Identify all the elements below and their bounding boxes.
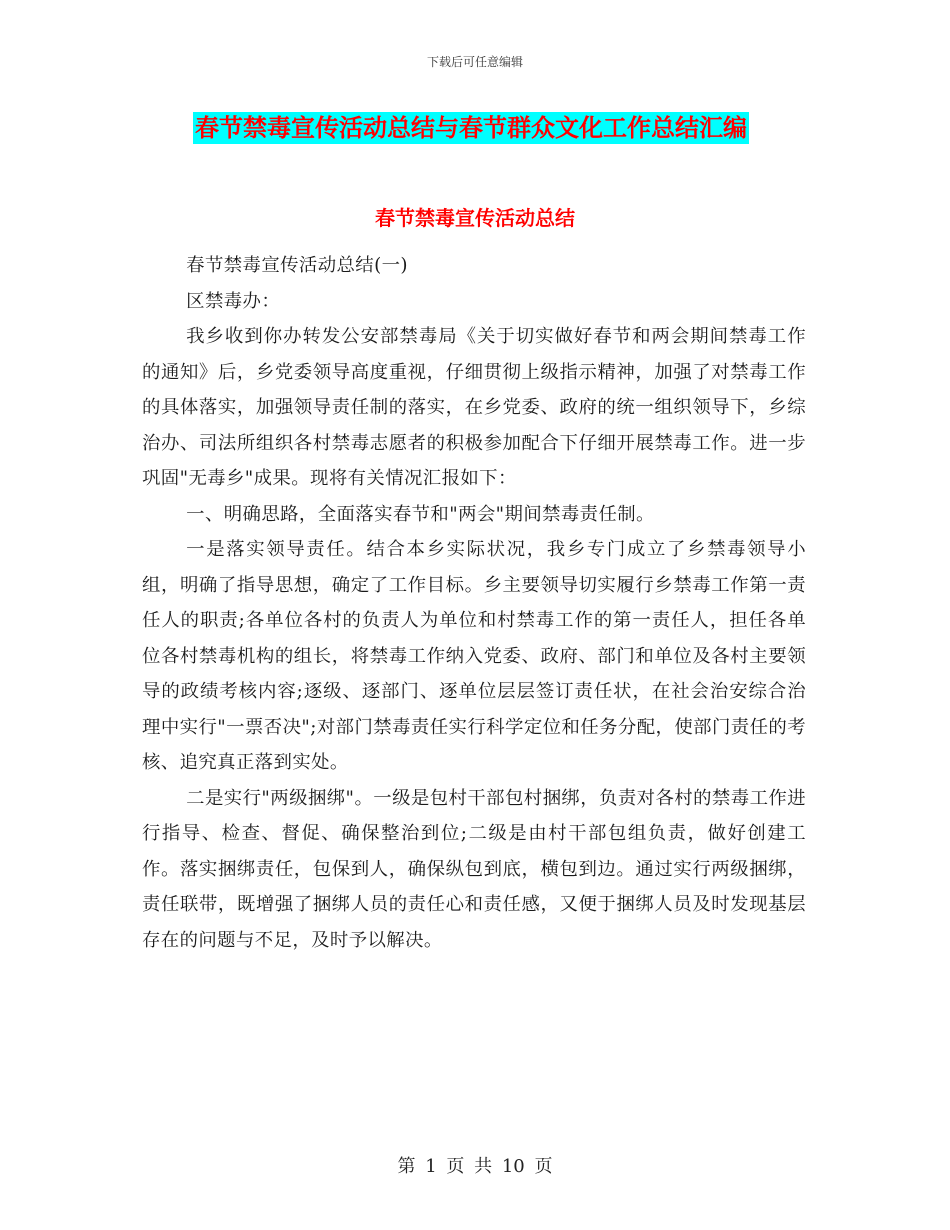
- paragraph-heading: 春节禁毒宣传活动总结(一): [186, 255, 409, 276]
- section-title: 春节禁毒宣传活动总结: [375, 206, 575, 230]
- paragraph-salutation: 区禁毒办：: [186, 290, 281, 312]
- paragraph-section-one: 一、明确思路，全面落实春节和"两会"期间禁毒责任制。: [186, 503, 655, 525]
- paragraph-leadership: 一是落实领导责任。结合本乡实际状况，我乡专门成立了乡禁毒领导小组，明确了指导思想，确定了工作目标。乡主要领导切实履行乡禁毒工作第一责任人的职责;各单位各村的负责人为单位和村禁毒工作的第一责任人，担任各单位各村禁毒机构的组长，将禁毒工作纳入党委、政府、部门和单位及各村主要领导的政绩考核内容;逐级、逐部门、逐单位层层签订责任状，在社会治安综合治理中实行"一票否决";对部门禁毒责任实行科学定位和任务分配，使部门责任的考核、追究真正落到实处。: [142, 539, 806, 773]
- page-number: 第 1 页 共 10 页: [397, 1156, 553, 1177]
- document-body: [142, 248, 806, 958]
- main-title: 春节禁毒宣传活动总结与春节群众文化工作总结汇编: [195, 113, 747, 142]
- paragraph-two-level: 二是实行"两级捆绑"。一级是包村干部包村捆绑，负责对各村的禁毒工作进行指导、检查、督促、确保整治到位;二级是由村干部包组负责，做好创建工作。落实捆绑责任，包保到人，确保纵包到底，横包到边。通过实行两级捆绑，责任联带，既增强了捆绑人员的责任心和责任感，又便于捆绑人员及时发现基层存在的问题与不足，及时予以解决。: [142, 787, 806, 951]
- header-note: 下载后可任意编辑: [426, 55, 523, 69]
- paragraph-intro: 我乡收到你办转发公安部禁毒局《关于切实做好春节和两会期间禁毒工作的通知》后，乡党委领导高度重视，仔细贯彻上级指示精神，加强了对禁毒工作的具体落实，加强领导责任制的落实，在乡党委、政府的统一组织领导下，乡综治办、司法所组织各村禁毒志愿者的积极参加配合下仔细开展禁毒工作。进一步巩固"无毒乡"成果。现将有关情况汇报如下：: [142, 326, 806, 489]
